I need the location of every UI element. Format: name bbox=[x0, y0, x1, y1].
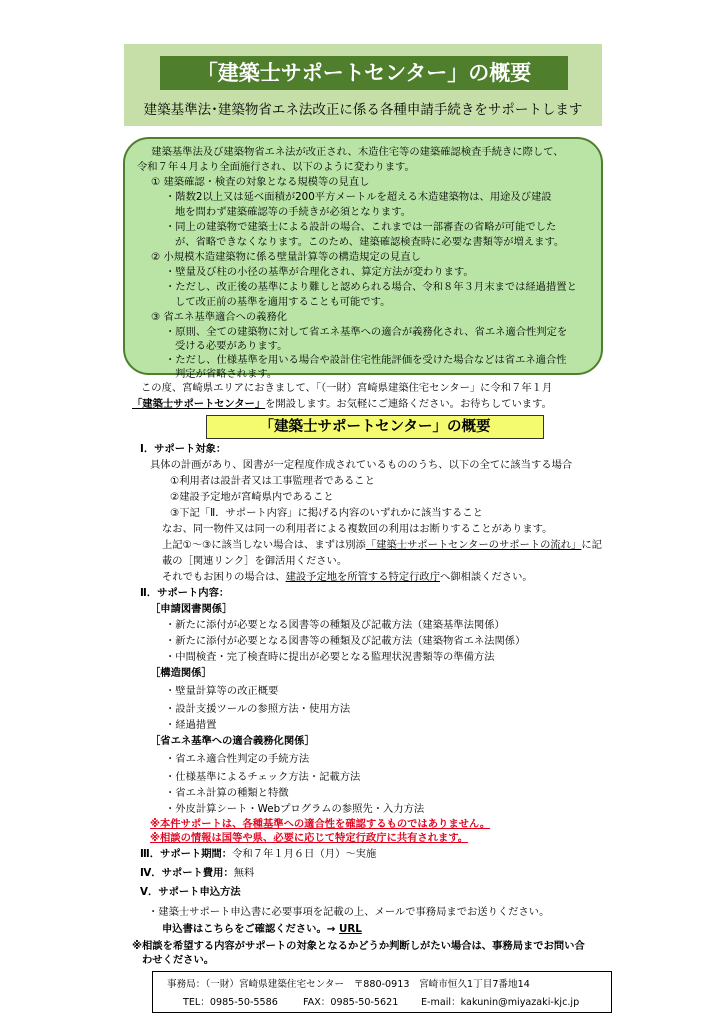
section1-last-line bbox=[162, 570, 533, 585]
section1-line: ②建設予定地が宮崎県内であること bbox=[170, 491, 334, 503]
notice-line: が、省略できなくなります。このため、建築確認検査時に必要な書類等が増えます。 bbox=[175, 236, 565, 248]
notice-line: ① 建築確認・検査の対象となる規模等の見直し bbox=[151, 176, 370, 188]
list-item: ・外皮計算シート・Webプログラムの参照先・入力方法 bbox=[165, 803, 425, 815]
last-post: へ御相談ください。 bbox=[440, 571, 533, 583]
email-address[interactable]: E-mail：kakunin@miyazaki-kjc.jp bbox=[421, 997, 580, 1008]
section1-line: ③下記「Ⅱ．サポート内容」に掲げる内容のいずれかに該当すること bbox=[170, 507, 483, 519]
notice-line: ② 小規模木造建築物に係る壁量計算等の構造規定の見直し bbox=[151, 251, 421, 263]
note-line-1: ※相談を希望する内容がサポートの対象となるかどうか判断しがたい場合は、事務局までお問い合 bbox=[132, 940, 585, 952]
list-item: ・設計支援ツールの参照方法・使用方法 bbox=[165, 703, 351, 715]
group-label: ［構造関係］ bbox=[150, 667, 212, 679]
section1-line: なお、同一物件又は同一の利用者による複数回の利用はお断りすることがあります。 bbox=[162, 523, 553, 535]
section3 bbox=[140, 847, 376, 862]
form-url-link[interactable]: URL bbox=[338, 923, 362, 935]
link-post: に記 bbox=[581, 539, 602, 551]
notice-line: 建築基準法及び建築物省エネ法が改正され、木造住宅等の建築確認検査手続きに際して、 bbox=[141, 146, 564, 158]
section4-value: 無料 bbox=[233, 867, 255, 879]
notice-line: ・ただし、仕様基準を用いる場合や設計住宅性能評価を受けた場合などは省エネ適合性 bbox=[165, 354, 567, 366]
intro-line-2-rest: を開設します。お気軽にご連絡ください。お待ちしています。 bbox=[265, 398, 552, 410]
group-label: ［申請図書関係］ bbox=[150, 603, 233, 615]
notice-line: ・ただし、改正後の基準により難しと認められる場合、令和８年３月末までは経過措置と bbox=[165, 281, 577, 293]
section1-heading: Ⅰ．サポート対象： bbox=[140, 443, 227, 455]
section1-line: 具体の計画があり、図書が一定程度作成されているもののうち、以下の全てに該当する場合 bbox=[150, 459, 573, 471]
section4 bbox=[140, 866, 254, 881]
list-item: ・省エネ計算の種類と特徴 bbox=[165, 787, 289, 799]
notice-box bbox=[123, 137, 603, 380]
warning-line: ※相談の情報は国等や県、必要に応じて特定行政庁に共有されます。 bbox=[150, 832, 469, 844]
notice-line: 令和７年４月より全面施行され、以下のように変わります。 bbox=[137, 161, 415, 173]
notice-line: ・同上の建築物で建築士による設計の場合、これまでは一部審査の省略が可能でした bbox=[165, 221, 557, 233]
list-item: ・新たに添付が必要となる図書等の種類及び記載方法（建築基準法関係） bbox=[165, 619, 505, 631]
office-address: 事務局：（一財）宮崎県建築住宅センター 〒880-0913 宮崎市恒久1丁目7番地14 bbox=[167, 979, 530, 990]
group-label: ［省エネ基準への適合義務化関係］ bbox=[150, 735, 315, 747]
notice-line: 受ける必要があります。 bbox=[175, 340, 288, 352]
section5-heading: Ⅴ．サポート申込方法 bbox=[140, 886, 241, 898]
last-pre: それでもお困りの場合は、 bbox=[162, 571, 286, 583]
fax-number: FAX：0985-50-5621 bbox=[303, 997, 399, 1008]
section3-value: 令和７年１月６日（月）～実施 bbox=[232, 848, 377, 860]
contact-box bbox=[152, 971, 612, 1013]
notice-line: ・壁量及び柱の小径の基準が合理化され、算定方法が変わります。 bbox=[165, 266, 474, 278]
list-item: ・省エネ適合性判定の手続方法 bbox=[165, 753, 310, 765]
notice-line: ③ 省エネ基準適合への義務化 bbox=[151, 311, 288, 323]
page-title: 「建築士サポートセンター」の概要 bbox=[160, 56, 568, 90]
list-item: ・新たに添付が必要となる図書等の種類及び記載方法（建築物省エネ法関係） bbox=[165, 635, 526, 647]
list-item: ・壁量計算等の改正概要 bbox=[165, 685, 279, 697]
notice-line: 地を問わず建築確認等の手続きが必須となります。 bbox=[175, 206, 412, 218]
section5-line: ・建築士サポート申込書に必要事項を記載の上、メールで事務局までお送りください。 bbox=[148, 906, 550, 918]
section4-heading: Ⅳ．サポート費用： bbox=[140, 867, 234, 879]
intro-line-2 bbox=[132, 397, 552, 412]
notice-line: ・原則、全ての建築物に対して省エネ基準への適合が義務化され、省エネ適合性判定を bbox=[165, 326, 568, 338]
list-item: ・中間検査・完了検査時に提出が必要となる監理状況書類等の準備方法 bbox=[165, 651, 495, 663]
administrative-agency-link[interactable]: 建設予定地を所管する特定行政庁 bbox=[285, 571, 441, 583]
notice-line: して改正前の基準を適用することも可能です。 bbox=[175, 296, 391, 308]
tel-number: TEL：0985-50-5586 bbox=[183, 997, 278, 1008]
section1-link-line bbox=[162, 538, 602, 553]
notice-line: 判定が省略されます。 bbox=[175, 368, 278, 380]
section3-heading: Ⅲ．サポート期間： bbox=[140, 848, 233, 860]
section1-line: ①利用者は設計者又は工事監理者であること bbox=[170, 475, 375, 487]
note-line-2: わせください。 bbox=[142, 954, 215, 966]
center-name: 「建築士サポートセンター」 bbox=[132, 398, 266, 410]
intro-line-1: この度、宮崎県エリアにおきまして、「（一財）宮崎県建築住宅センター」に令和７年１月 bbox=[141, 382, 553, 394]
section2-heading: Ⅱ．サポート内容： bbox=[140, 587, 230, 599]
list-item: ・仕様基準によるチェック方法・記載方法 bbox=[165, 771, 361, 783]
form-text: 申込書はこちらをご確認ください。→ bbox=[162, 923, 339, 935]
notice-line: ・階数2以上又は延べ面積が200平方メートルを超える木造建築物は、用途及び建設 bbox=[165, 191, 552, 203]
application-form-line bbox=[162, 922, 362, 937]
list-item: ・経過措置 bbox=[165, 719, 217, 731]
section1-line: 載の［関連リンク］を御活用ください。 bbox=[162, 555, 348, 567]
link-pre: 上記①～③に該当しない場合は、まずは別添 bbox=[162, 539, 366, 551]
page-subtitle: 建築基準法･建築物省エネ法改正に係る各種申請手続きをサポートします bbox=[143, 102, 583, 118]
warning-line: ※本件サポートは、各種基準への適合性を確認するものではありません。 bbox=[150, 818, 491, 830]
support-flow-link[interactable]: 「建築士サポートセンターのサポートの流れ」 bbox=[365, 539, 582, 551]
overview-title: 「建築士サポートセンター」の概要 bbox=[206, 415, 544, 439]
